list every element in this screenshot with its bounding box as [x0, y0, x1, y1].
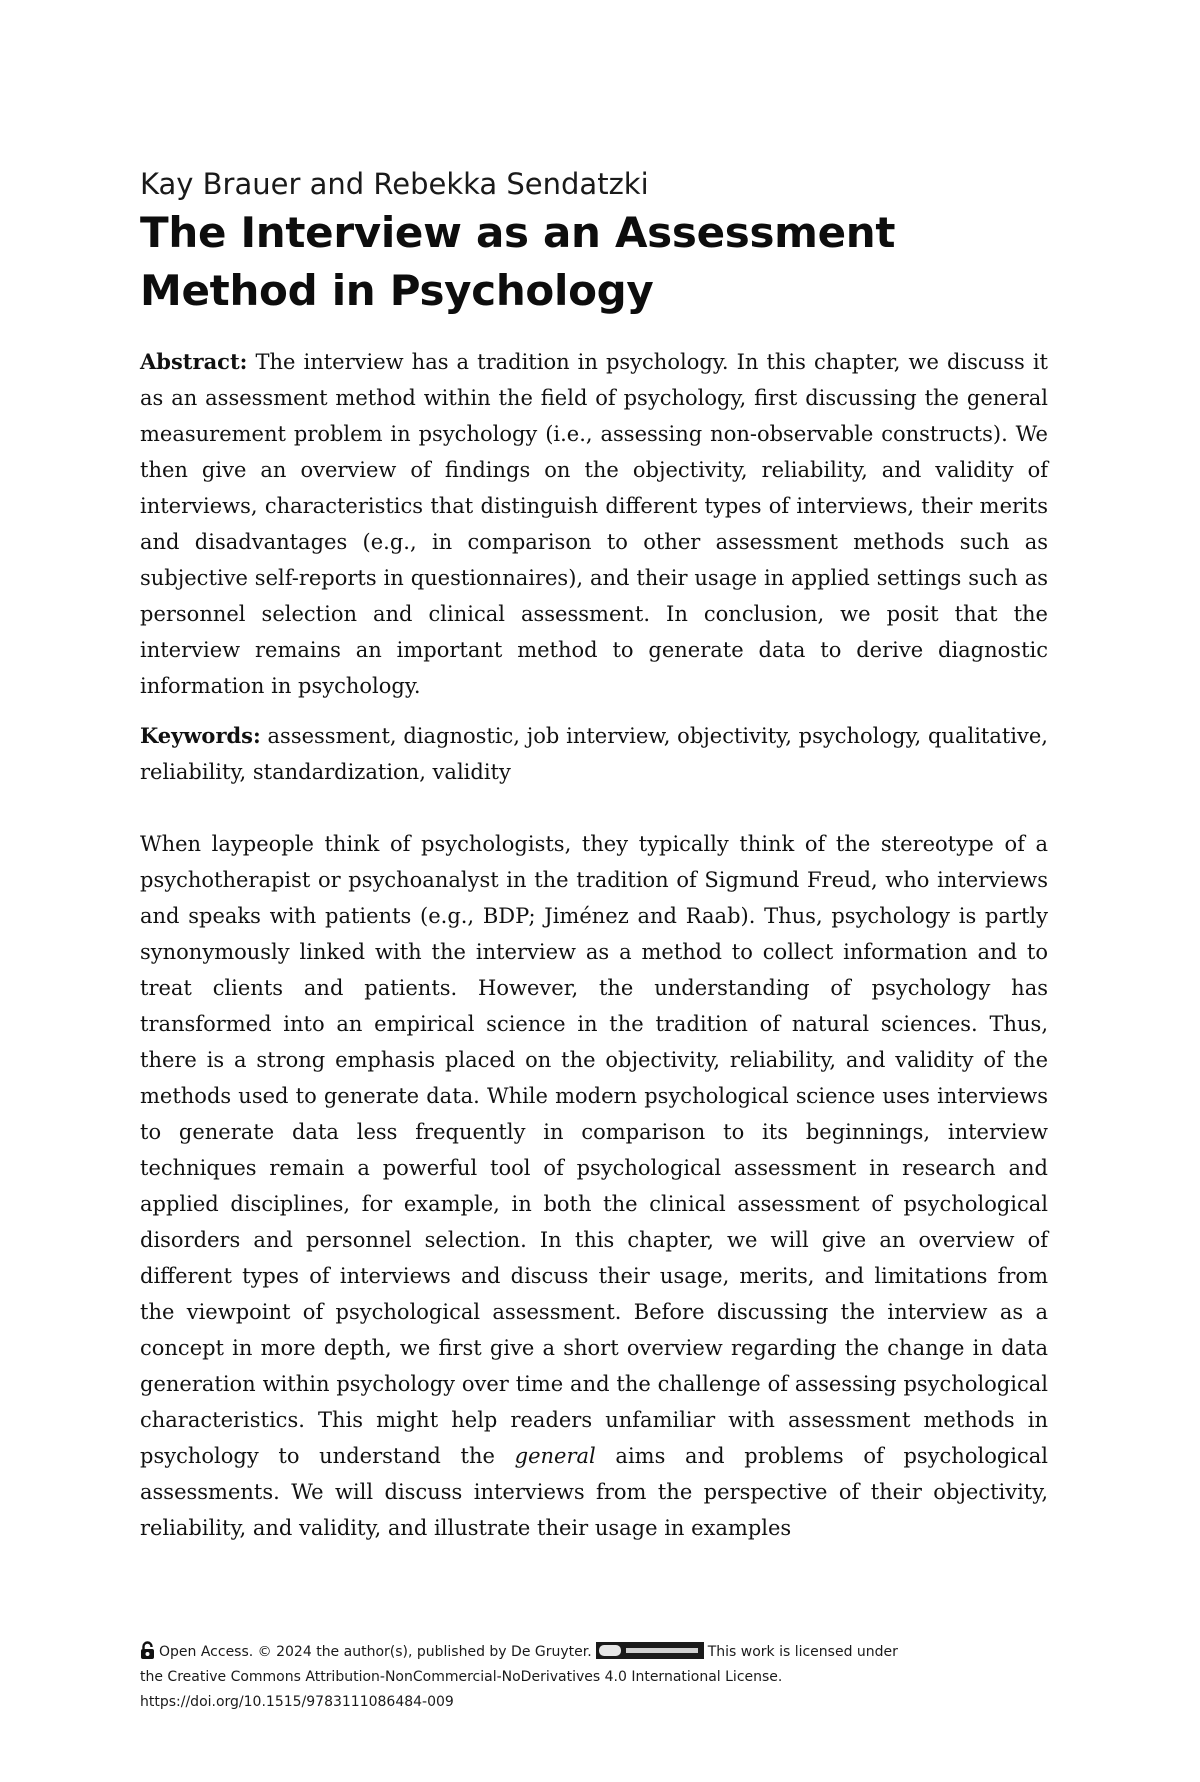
chapter-title: The Interview as an Assessment Method in Psychology: [140, 208, 896, 315]
body-paragraph: [140, 826, 1048, 1546]
license-tail-text: This work is licensed under: [707, 1644, 898, 1660]
footer-line-2: the Creative Commons Attribution-NonCommercial-NoDerivatives 4.0 International License.: [140, 1669, 783, 1685]
abstract-label: Abstract:: [140, 349, 248, 374]
keywords-text: assessment, diagnostic, job interview, objectivity, psychology, qualitative, reliability, standardization, validity: [140, 724, 1048, 784]
body-text-part-2: aims and problems of psychological assessments. We will discuss interviews from the perspective of their objectivity, reliability, and validity, and illustrate their usage in examples: [140, 1444, 1048, 1540]
doi-link[interactable]: https://doi.org/10.1515/9783111086484-009: [140, 1694, 454, 1710]
open-access-text: Open Access. © 2024 the author(s), published by De Gruyter.: [159, 1644, 592, 1660]
abstract-text: The interview has a tradition in psychology. In this chapter, we discuss it as an assessment method within the field of psychology, first discussing the general measurement problem in psychology (i.e., assessing non-observable constructs). We then give an overview of findings on the objectivity, reliability, and validity of interviews, characteristics that distinguish different types of interviews, their merits and disadvantages (e.g., in comparison to other assessment methods such as subjective self-reports in questionnaires), and their usage in applied settings such as personnel selection and clinical assessment. In conclusion, we posit that the interview remains an important method to generate data to derive diagnostic information in psychology.: [140, 350, 1048, 698]
body-emphasis: general: [514, 1444, 596, 1468]
license-footer: [140, 1640, 1060, 1715]
open-access-lock-icon: [140, 1641, 155, 1659]
abstract-paragraph: [140, 344, 1048, 704]
body-text-part-1: When laypeople think of psychologists, they typically think of the stereotype of a psychotherapist or psychoanalyst in the tradition of Sigmund Freud, who interviews and speaks with patients (e.g., BDP; Jiménez and Raab). Thus, psychology is partly synonymously linked with the interview as a method to collect information and to treat clients and patients. However, the understanding of psychology has transformed into an empirical science in the tradition of natural sciences. Thus, there is a strong emphasis placed on the objectivity, reliability, and validity of the methods used to generate data. While modern psychological science uses interviews to generate data less frequently in comparison to its beginnings, interview techniques remain a powerful tool of psychological assessment in research and applied disciplines, for example, in both the clinical assessment of psychological disorders and personnel selection. In this chapter, we will give an overview of different types of interviews and discuss their usage, merits, and limitations from the viewpoint of psychological assessment. Before discussing the interview as a concept in more depth, we first give a short overview regarding the change in data generation within psychology over time and the challenge of assessing psychological characteristics. This might help readers unfamiliar with assessment methods in psychology to understand the: [140, 832, 1048, 1468]
cc-by-nc-nd-badge[interactable]: [596, 1642, 704, 1659]
keywords-paragraph: [140, 718, 1048, 790]
chapter-authors: Kay Brauer and Rebekka Sendatzki: [140, 167, 649, 201]
keywords-label: Keywords:: [140, 723, 261, 748]
footer-line-1: [140, 1640, 1060, 1665]
